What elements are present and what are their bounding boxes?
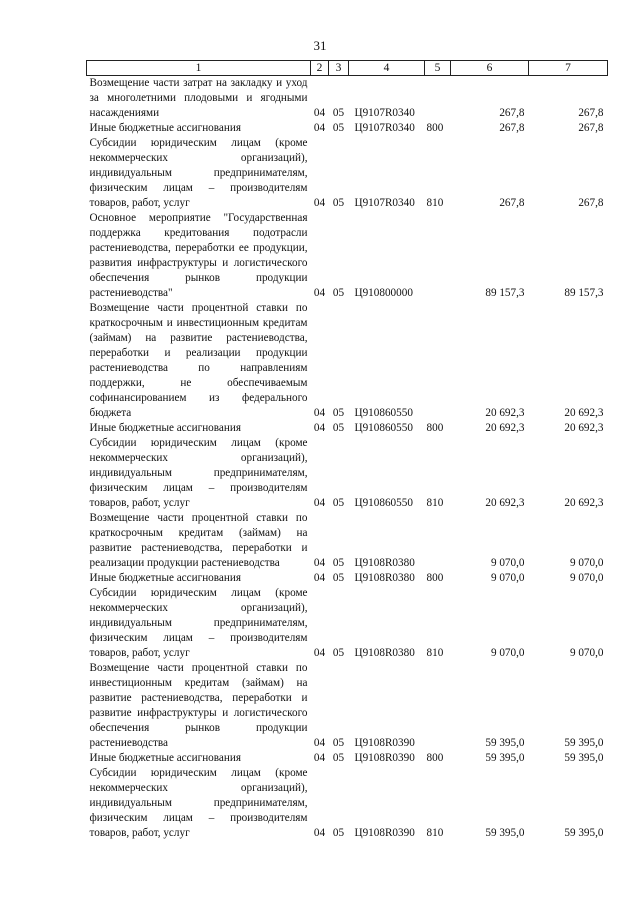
- row-section-code: 04: [313, 107, 326, 119]
- row-amount-2: 267,8: [578, 197, 604, 209]
- row-target-article: Ц910860550: [354, 497, 413, 509]
- row-name: Субсидии юридическим лицам (кроме некоммерческих организаций), индивидуальным предпринимателям, физическим лицам – производителям товаров, работ, услуг: [89, 767, 308, 839]
- header-cell: 6: [451, 61, 529, 76]
- row-amount-1: 20 692,3: [485, 407, 525, 419]
- row-section-code: 04: [313, 122, 326, 134]
- row-amount-2: 59 395,0: [564, 827, 604, 839]
- header-cell: 1: [87, 61, 311, 76]
- row-amount-2: 267,8: [578, 107, 604, 119]
- budget-table: [86, 60, 608, 841]
- row-subsection-code: 05: [332, 122, 345, 134]
- row-expense-type: 800: [426, 422, 444, 434]
- row-name: Возмещение части процентной ставки по инвестиционным кредитам (займам) на развитие растениеводства, переработки и развитие инфраструктуры и логистического обеспечения рынков продукции растениеводства: [89, 662, 308, 749]
- row-target-article: Ц910860550: [354, 422, 413, 434]
- row-section-code: 04: [313, 737, 326, 749]
- row-name: Возмещение части затрат на закладку и уход за многолетними плодовыми и ягодными насаждениями: [89, 77, 308, 119]
- row-subsection-code: 05: [332, 827, 345, 839]
- row-expense-type: [425, 511, 451, 571]
- table-row: [87, 121, 608, 136]
- row-subsection-code: 05: [332, 197, 345, 209]
- row-expense-type: 800: [426, 572, 444, 584]
- header-cell: 5: [425, 61, 451, 76]
- row-amount-2: 59 395,0: [564, 737, 604, 749]
- row-expense-type: 810: [426, 827, 444, 839]
- row-amount-1: 59 395,0: [485, 827, 525, 839]
- table-row: [87, 766, 608, 841]
- row-amount-2: 9 070,0: [569, 572, 604, 584]
- row-amount-1: 267,8: [499, 197, 525, 209]
- row-section-code: 04: [313, 407, 326, 419]
- row-section-code: 04: [313, 287, 326, 299]
- header-cell: 3: [329, 61, 349, 76]
- row-target-article: Ц9108R0380: [354, 557, 415, 569]
- row-section-code: 04: [313, 557, 326, 569]
- row-section-code: 04: [313, 752, 326, 764]
- table-row: [87, 571, 608, 586]
- table-row: [87, 511, 608, 571]
- row-name: Возмещение части процентной ставки по краткосрочным кредитам (займам) на развитие растениеводства, переработки и реализации продукции растениеводства: [89, 512, 308, 569]
- row-amount-2: 89 157,3: [564, 287, 604, 299]
- row-amount-1: 9 070,0: [490, 557, 525, 569]
- table-row: [87, 751, 608, 766]
- row-amount-1: 89 157,3: [485, 287, 525, 299]
- row-amount-1: 9 070,0: [490, 647, 525, 659]
- row-expense-type: [425, 211, 451, 301]
- row-amount-1: 9 070,0: [490, 572, 525, 584]
- row-subsection-code: 05: [332, 557, 345, 569]
- row-expense-type: 800: [426, 122, 444, 134]
- row-subsection-code: 05: [332, 497, 345, 509]
- row-expense-type: [425, 661, 451, 751]
- header-cell: 2: [311, 61, 329, 76]
- row-name: Основное мероприятие "Государственная поддержка кредитования подотрасли растениеводства, переработки ее продукции, развития инфраструктуры и логистического обеспечения рынков продукции растениеводства": [89, 212, 308, 299]
- row-name: Иные бюджетные ассигнования: [89, 572, 241, 584]
- row-name: Иные бюджетные ассигнования: [89, 422, 241, 434]
- row-amount-1: 20 692,3: [485, 497, 525, 509]
- row-target-article: Ц9107R0340: [354, 107, 415, 119]
- row-amount-2: 20 692,3: [564, 497, 604, 509]
- row-subsection-code: 05: [332, 647, 345, 659]
- row-section-code: 04: [313, 647, 326, 659]
- row-target-article: Ц9108R0390: [354, 737, 415, 749]
- page-number: 31: [313, 38, 327, 53]
- row-name: Иные бюджетные ассигнования: [89, 122, 241, 134]
- row-section-code: 04: [313, 827, 326, 839]
- row-expense-type: [425, 301, 451, 421]
- table-row: [87, 301, 608, 421]
- header-cell: 4: [349, 61, 425, 76]
- row-target-article: Ц910800000: [354, 287, 413, 299]
- row-name: Возмещение части процентной ставки по краткосрочным и инвестиционным кредитам (займам) на развитие растениеводства, переработки и реализации продукции растениеводства по направлениям поддержки, не обеспечиваемым софинансированием из федерального бюджета: [89, 302, 308, 419]
- row-subsection-code: 05: [332, 572, 345, 584]
- row-amount-1: 59 395,0: [485, 737, 525, 749]
- row-target-article: Ц9108R0380: [354, 572, 415, 584]
- row-subsection-code: 05: [332, 737, 345, 749]
- table-row: [87, 421, 608, 436]
- row-amount-2: 9 070,0: [569, 557, 604, 569]
- row-amount-2: 267,8: [578, 122, 604, 134]
- row-subsection-code: 05: [332, 287, 345, 299]
- row-amount-2: 59 395,0: [564, 752, 604, 764]
- row-amount-1: 20 692,3: [485, 422, 525, 434]
- table-row: [87, 136, 608, 211]
- row-amount-1: 267,8: [499, 107, 525, 119]
- header-cell: 7: [529, 61, 608, 76]
- row-expense-type: 810: [426, 497, 444, 509]
- row-expense-type: 800: [426, 752, 444, 764]
- row-target-article: Ц9108R0390: [354, 827, 415, 839]
- row-target-article: Ц9107R0340: [354, 197, 415, 209]
- row-section-code: 04: [313, 572, 326, 584]
- row-expense-type: 810: [426, 197, 444, 209]
- header-row: [87, 61, 608, 76]
- row-name: Иные бюджетные ассигнования: [89, 752, 241, 764]
- row-amount-2: 20 692,3: [564, 407, 604, 419]
- row-section-code: 04: [313, 497, 326, 509]
- row-expense-type: 810: [426, 647, 444, 659]
- row-target-article: Ц9108R0380: [354, 647, 415, 659]
- row-target-article: Ц9107R0340: [354, 122, 415, 134]
- row-target-article: Ц9108R0390: [354, 752, 415, 764]
- row-expense-type: [425, 76, 451, 122]
- row-subsection-code: 05: [332, 752, 345, 764]
- table-row: [87, 211, 608, 301]
- table-row: [87, 661, 608, 751]
- row-section-code: 04: [313, 197, 326, 209]
- row-amount-1: 267,8: [499, 122, 525, 134]
- row-amount-2: 20 692,3: [564, 422, 604, 434]
- row-subsection-code: 05: [332, 407, 345, 419]
- row-amount-1: 59 395,0: [485, 752, 525, 764]
- row-target-article: Ц910860550: [354, 407, 413, 419]
- row-name: Субсидии юридическим лицам (кроме некоммерческих организаций), индивидуальным предпринимателям, физическим лицам – производителям товаров, работ, услуг: [89, 437, 308, 509]
- table-row: [87, 76, 608, 122]
- row-name: Субсидии юридическим лицам (кроме некоммерческих организаций), индивидуальным предпринимателям, физическим лицам – производителям товаров, работ, услуг: [89, 137, 308, 209]
- table-row: [87, 436, 608, 511]
- row-amount-2: 9 070,0: [569, 647, 604, 659]
- row-section-code: 04: [313, 422, 326, 434]
- row-name: Субсидии юридическим лицам (кроме некоммерческих организаций), индивидуальным предпринимателям, физическим лицам – производителям товаров, работ, услуг: [89, 587, 308, 659]
- row-subsection-code: 05: [332, 107, 345, 119]
- row-subsection-code: 05: [332, 422, 345, 434]
- table-row: [87, 586, 608, 661]
